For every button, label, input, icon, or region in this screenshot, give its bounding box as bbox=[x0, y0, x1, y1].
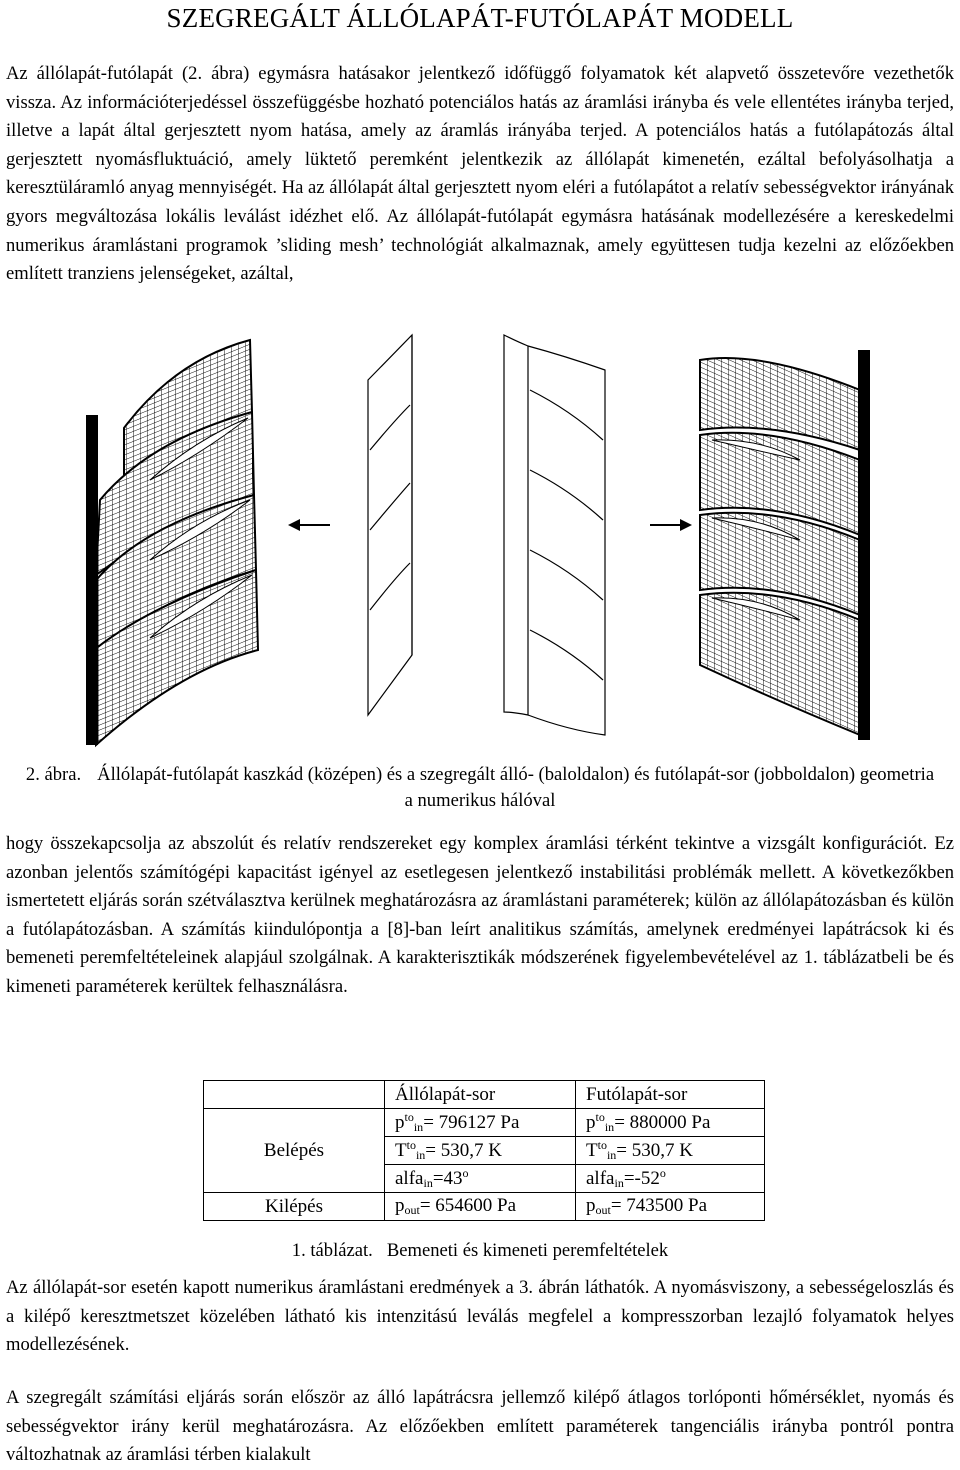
figure-caption-text: Állólapát-futólapát kaszkád (középen) és a szegregált álló- (baloldalon) és futólapát-sor (jobboldalon) geometria a numerikus hálóval bbox=[97, 764, 935, 811]
page-title: SZEGREGÁLT ÁLLÓLAPÁT-FUTÓLAPÁT MODELL bbox=[166, 3, 794, 33]
table-caption bbox=[0, 1240, 960, 1262]
table-cell: $alfa_{in}=43^o$ bbox=[385, 1165, 576, 1193]
flow-arrow-right bbox=[650, 519, 692, 531]
table-cell: $p_{out}= 654600$ Pa bbox=[385, 1193, 576, 1221]
table-col-header-stator: Állólapát-sor bbox=[385, 1081, 576, 1109]
figure-mesh-drawing bbox=[0, 320, 960, 750]
paragraph-results: Az állólapát-sor esetén kapott numerikus áramlástani eredmények a 3. ábrán láthatók. A nyomásviszony, a sebességeloszlás és a kilépő keresztmetszet közelében látható kis intenzitású leválás megfelel a kompresszorban lezajló folyamatok helyes modellezésének. bbox=[6, 1277, 954, 1356]
table-cell: $p^{to}_{in}= 796127$ Pa bbox=[385, 1109, 576, 1137]
table-row-label-outlet: Kilépés bbox=[204, 1193, 385, 1221]
table-cell: $p_{out}= 743500$ Pa bbox=[576, 1193, 765, 1221]
paragraph-segregated: A szegregált számítási eljárás során először az álló lapátrácsra jellemző kilépő átlagos torlóponti hőmérséklet, nyomás és sebességvektor irány kerül meghatározásra. Az előzőekben említett paraméterek tangenciális irányba pontról pontra változhatnak az áramlási térben kialakult bbox=[6, 1387, 954, 1466]
stator-mesh-left bbox=[86, 340, 258, 745]
table-header-row bbox=[204, 1081, 765, 1109]
table-cell: $alfa_{in}=-52^o$ bbox=[576, 1165, 765, 1193]
flow-arrow-left bbox=[288, 519, 330, 531]
figure-label: 2. ábra. bbox=[25, 764, 82, 785]
table-caption-label: 1. táblázat. bbox=[291, 1240, 373, 1261]
figure-caption bbox=[20, 762, 940, 814]
figure-cascade-mesh bbox=[0, 320, 960, 750]
table-cell: $p^{to}_{in}= 880000$ Pa bbox=[576, 1109, 765, 1137]
table-caption-text: Bemeneti és kimeneti peremfeltételek bbox=[386, 1240, 669, 1261]
table-corner-cell bbox=[204, 1081, 385, 1109]
table-row-label-inlet: Belépés bbox=[204, 1109, 385, 1193]
cascade-outline-center bbox=[368, 335, 605, 735]
table-row bbox=[204, 1193, 765, 1221]
table-cell: $T^{to}_{in}= 530,7$ K bbox=[576, 1137, 765, 1165]
table-row bbox=[204, 1109, 765, 1137]
table-col-header-rotor: Futólapát-sor bbox=[576, 1081, 765, 1109]
table-cell: $T^{to}_{in}= 530,7$ K bbox=[385, 1137, 576, 1165]
rotor-mesh-right bbox=[700, 350, 870, 740]
paragraph-intro: Az állólapát-futólapát (2. ábra) egymásra hatásakor jelentkező időfüggő folyamatok két alapvető összetevőre vezethetők vissza. Az információterjedéssel összefüggésbe hozható potenciálos hatás az áramlási irányba és vele ellentétes irányba terjed, illetve a lapát által gerjesztett nyom hatása, amely az áramlás irányába terjed. A potenciálos hatás a futólapátozás által gerjesztett nyomásfluktuáció, amely lüktető peremként jelentkezik az állólapát kimenetén, ezáltal befolyásolhatja a keresztüláramló anyag mennyiségét. Ha az állólapát által gerjesztett nyom eléri a futólapátot a relatív sebességvektor irányának gyors megváltozása lokális leválást idézhet elő. Az állólapát-futólapát egymásra hatásának modellezésére a kereskedelmi numerikus áramlástani programok ’sliding mesh’ technológiát alkalmaznak, amely együttesen tudja kezelni az előzőekben említett tranziens jelenségeket, azáltal, bbox=[6, 63, 954, 285]
boundary-conditions-table bbox=[203, 1080, 765, 1221]
paragraph-method: hogy összekapcsolja az abszolút és relatív rendszereket egy komplex áramlási térként tekintve a vizsgált konfigurációt. Ez azonban jelentős számítógépi kapacitást igényel az esetlegesen jelentkező instabilitási problémák mellett. A következőkben ismertetett eljárás során szétválasztva kerülnek meghatározásra az áramlástani paraméterek; külön az állólapátozásban és külön a futólapátozásban. A számítás kiindulópontja a [8]-ban leírt analitikus számítás, amelynek eredményei lapátrácsok ki és bemeneti peremfeltételeinek alapjául szolgálnak. A karakterisztikák módszerének figyelembevételével az 1. táblázatbeli be és kimeneti paraméterek kerültek felhasználásra. bbox=[6, 833, 954, 997]
